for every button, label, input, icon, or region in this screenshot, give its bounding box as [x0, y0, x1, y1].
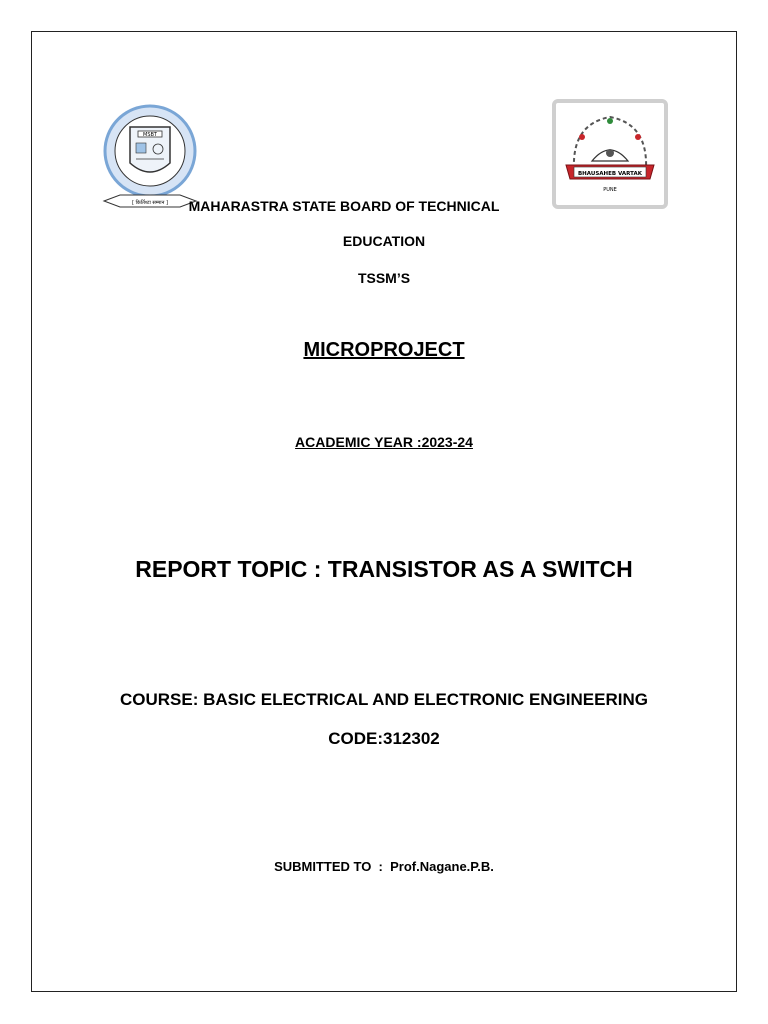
society-name: TSSM’S [357, 270, 411, 286]
msbte-logo-motto: [ किर्तिश्टा सम्मान ] [132, 200, 168, 206]
institute-seal-banner: BHAUSAHEB VARTAK [577, 171, 643, 177]
report-topic: REPORT TOPIC : TRANSISTOR AS A SWITCH [135, 556, 633, 582]
page-title: MICROPROJECT [303, 339, 465, 361]
academic-year: ACADEMIC YEAR :2023-24 [295, 434, 473, 450]
course-name: COURSE: BASIC ELECTRICAL AND ELECTRONIC ENGINEERING [120, 690, 648, 709]
board-name-line1: MAHARASTRA STATE BOARD OF TECHNICAL [188, 198, 500, 214]
institute-seal-sub: PUNE [603, 187, 617, 193]
submitted-to: SUBMITTED TO : Prof.Nagane.P.B. [274, 859, 494, 874]
msbte-logo-label: MSBT [143, 132, 157, 138]
board-name-line2: EDUCATION [342, 233, 426, 249]
institute-seal-logo [552, 99, 668, 209]
course-code: CODE:312302 [328, 729, 440, 748]
